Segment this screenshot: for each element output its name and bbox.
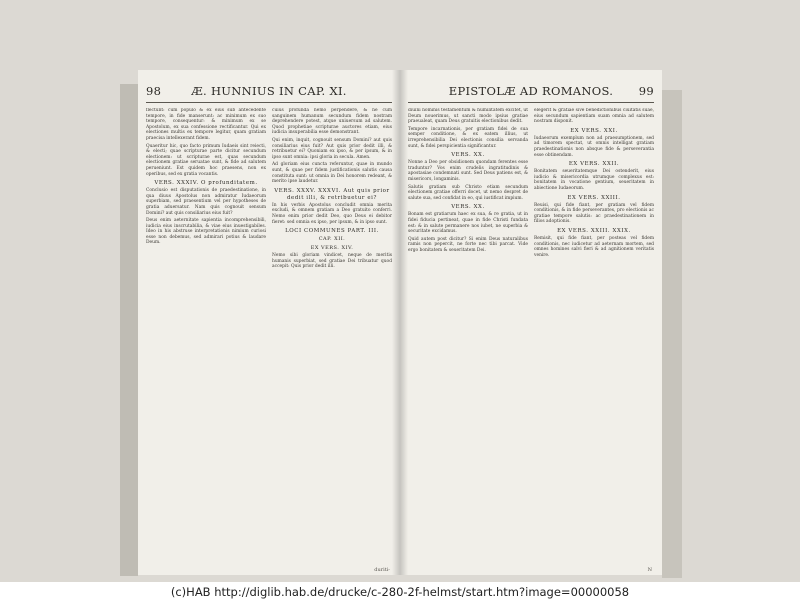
section-heading: EX VERS. XXI. <box>570 127 618 134</box>
paragraph: Iudaeorum exemplum non ad praesumptionem, sed ad timorem spectat, ut omnis intelligat gratiam praedestinationis non absque fide & perseverantia esse obtinendam. <box>534 135 654 158</box>
paragraph: Qui enim, inquit, cognouit sensum Domini? aut quis consiliarius eius fuit? Aut quis prior dedit illi, & retribuetur ei? Quoniam ex ipso, & per ipsum, & in ipso sunt omnia: ipsi gloria in secula. Amen. <box>272 137 392 160</box>
paragraph: In his verbis Apostolus concludit omnia merita excludi, & omnem gratiam a Deo gratuito conferri. Nemo enim prior dedit Deo, quo Deus ei debitor fieret: sed omnia ex ipso, per ipsum, & in ipso sunt. <box>272 202 392 225</box>
left-page-number: 98 <box>146 84 162 98</box>
paragraph: Conclusio est disputationis de praedestinatione, in qua diuus Apostolus non admiratur Iudaeorum superbiam, sed praesentium vel per hypotheses de gratia aduersatur. Nam quis cognouit sensum Domini? aut quis consiliarius eius fuit? <box>146 188 266 216</box>
paragraph: Bonam est gratiarum haec ex sua, & re gratia, ut in fidei fiducia pertineat, quae in fide Christi fundata est: & in salute permanere nos iubet, ne superbia & securitate excidamus. <box>408 212 528 235</box>
paragraph: cuius profunda nemo perpendere, & ne cum sanguinem humanum secundum fidem nostram deprehendere potest, atque uniuersum ad salutem. Quod prophetiae scripturae auctores etiam, eius iudicia insuperabilia esse demonstrant. <box>272 108 392 136</box>
paragraph: Salutis gratiam sub Christo etiam secundum electionem gratiae offerri docet, ut nemo despret de salute sua, sed confidat in eo, qui iustificat impium. <box>408 184 528 201</box>
right-page-number: 99 <box>638 84 654 98</box>
section-heading: VERS. XX. <box>451 152 485 159</box>
image-credit: (c)HAB http://diglib.hab.de/drucke/c-280-2f-helmst/start.htm?image=00000058 <box>170 585 630 599</box>
book-gutter <box>392 70 408 575</box>
right-column-1 <box>408 108 528 565</box>
left-page-edge <box>120 84 138 576</box>
left-running-title: Æ. HUNNIUS IN CAP. XI. <box>191 84 347 98</box>
subheading: CAP. XII. <box>318 236 346 243</box>
paragraph: Remisit, qui fide fiant, per posteas vel fidem conditionis, nec iudicetur ad aeternam mortem, sed omnes homines salvi fieri & ad agnitionem veritatis venire. <box>534 235 654 258</box>
paragraph: Quid autem post dicitur? Si enim Deus naturalibus ramis non pepercit, ne forte nec tibi parcat. Vide ergo bonitatem & seueritatem Dei. <box>408 236 528 253</box>
paragraph: Ad gloriam eius cuncta referuntur, quae in mundo sunt, & quae per fidem justificationis salutis causa constituta sunt: ut omnia in Dei honorem redeant, & merito ipse laudetur. <box>272 162 392 185</box>
paragraph: Nemo sibi gloriam vindicet, neque de meritis humanis superbiat, sed gratiae Dei tribuatur quod accepit: Quis prior dedit illi. <box>272 253 392 270</box>
left-header-rule <box>146 102 392 103</box>
section-heading: LOCI COMMUNES PART. III. <box>285 228 379 235</box>
paragraph: Reuisi, qui fide fiant, per gratiam vel fidem conditionis, & in fide perseverantes, pro electionis ac gratiae tempore salutis: ac praedestinationem in filios adoptionis. <box>534 202 654 225</box>
left-page <box>138 70 400 575</box>
section-heading: VERS. XXXV. XXXVI. Aut quis prior dedit illi, & retribuetur ei? <box>274 187 390 201</box>
paragraph: Bonitatem seueritatemque Dei ostenderit, eius iudicio & misericordia utrumque complexus est: bonitatem in vocatione gentium, seueritatem in abiectione Iudaeorum. <box>534 169 654 191</box>
paragraph: diuini nominis testamentum & humilitatem excitet, ut Deum nouerimus, ut sancti modo ipsius gratiae praeualeat, quam Deus gratuitis electionibus dedit. <box>408 108 528 125</box>
section-heading: VERS. XXXIV. O profunditatem. <box>154 180 258 187</box>
left-column-1 <box>146 108 266 565</box>
section-heading: EX VERS. XXIII. XXIX. <box>557 227 631 234</box>
right-catchword: N <box>647 567 652 573</box>
paragraph: Nonne a Deo per obsidionem quondam ferentes esse traduntur? Vos enim crudelis ingratitudinis & apostasiae condemnati sunt. Sed Deus patiens est, & misericors, longaminis. <box>408 160 528 182</box>
right-column-2 <box>534 108 654 565</box>
left-column-2 <box>272 108 392 565</box>
right-page-header <box>408 84 654 102</box>
right-page <box>400 70 662 575</box>
paragraph: Tempore incarnationis, per gratiam fidei de sua semper conditione, & ex eatem illius, ut irreprehensibilia Dei electionis consilia servanda sunt, & fidei perspicientia significantur. <box>408 126 528 149</box>
paragraph: flectunt: cum populo & ex eius sub antecedente tempore, in fide manserunt: ac minimum ex suo tempore, consequentur: & minimum ex se Apostolum, ex sua confessione rectificantur. Qui ex electiones multis ex tempore legitur, quam gratiam praecisa intellexerant fidem. <box>146 108 266 141</box>
right-running-title: EPISTOLÆ AD ROMANOS. <box>448 84 614 98</box>
left-catchword: duriti- <box>374 567 390 573</box>
right-header-rule <box>408 102 654 103</box>
subheading: EX VERS. XIV. <box>310 244 354 251</box>
section-heading: EX VERS. XXII. <box>568 161 620 168</box>
section-heading: VERS. XX. <box>451 204 485 211</box>
left-page-header <box>146 84 392 102</box>
paragraph: Deus enim aeternitate sapientia incomprehensibili, iudicia eius inscrutabilia, & viae eius inuestigabiles. Ideo in his abstruse interpretationis nimium curiosi esse non debemus, sed admirari potius & laudare Deum. <box>146 218 266 246</box>
right-page-edge <box>662 90 682 578</box>
paragraph: elegerit & gratiae sive benedictionibus ciuitatis suae, eius secundum sapientiam suam omnia ad salutem nostram disponit. <box>534 108 654 125</box>
section-heading: EX VERS. XXIII. <box>567 194 621 201</box>
paragraph: Quaeritur hic, quo facto primum Iudaeis sint reiecti, & electi; quae scripturae parte dicitur secundum electionem: ut scripturae est, quas secundum electionem gratiae seruatae sunt, & fide ad salutem perueniunt. Est quidem hoc praesens, non ex operibus, sed ex gratia vocantis. <box>146 143 266 177</box>
